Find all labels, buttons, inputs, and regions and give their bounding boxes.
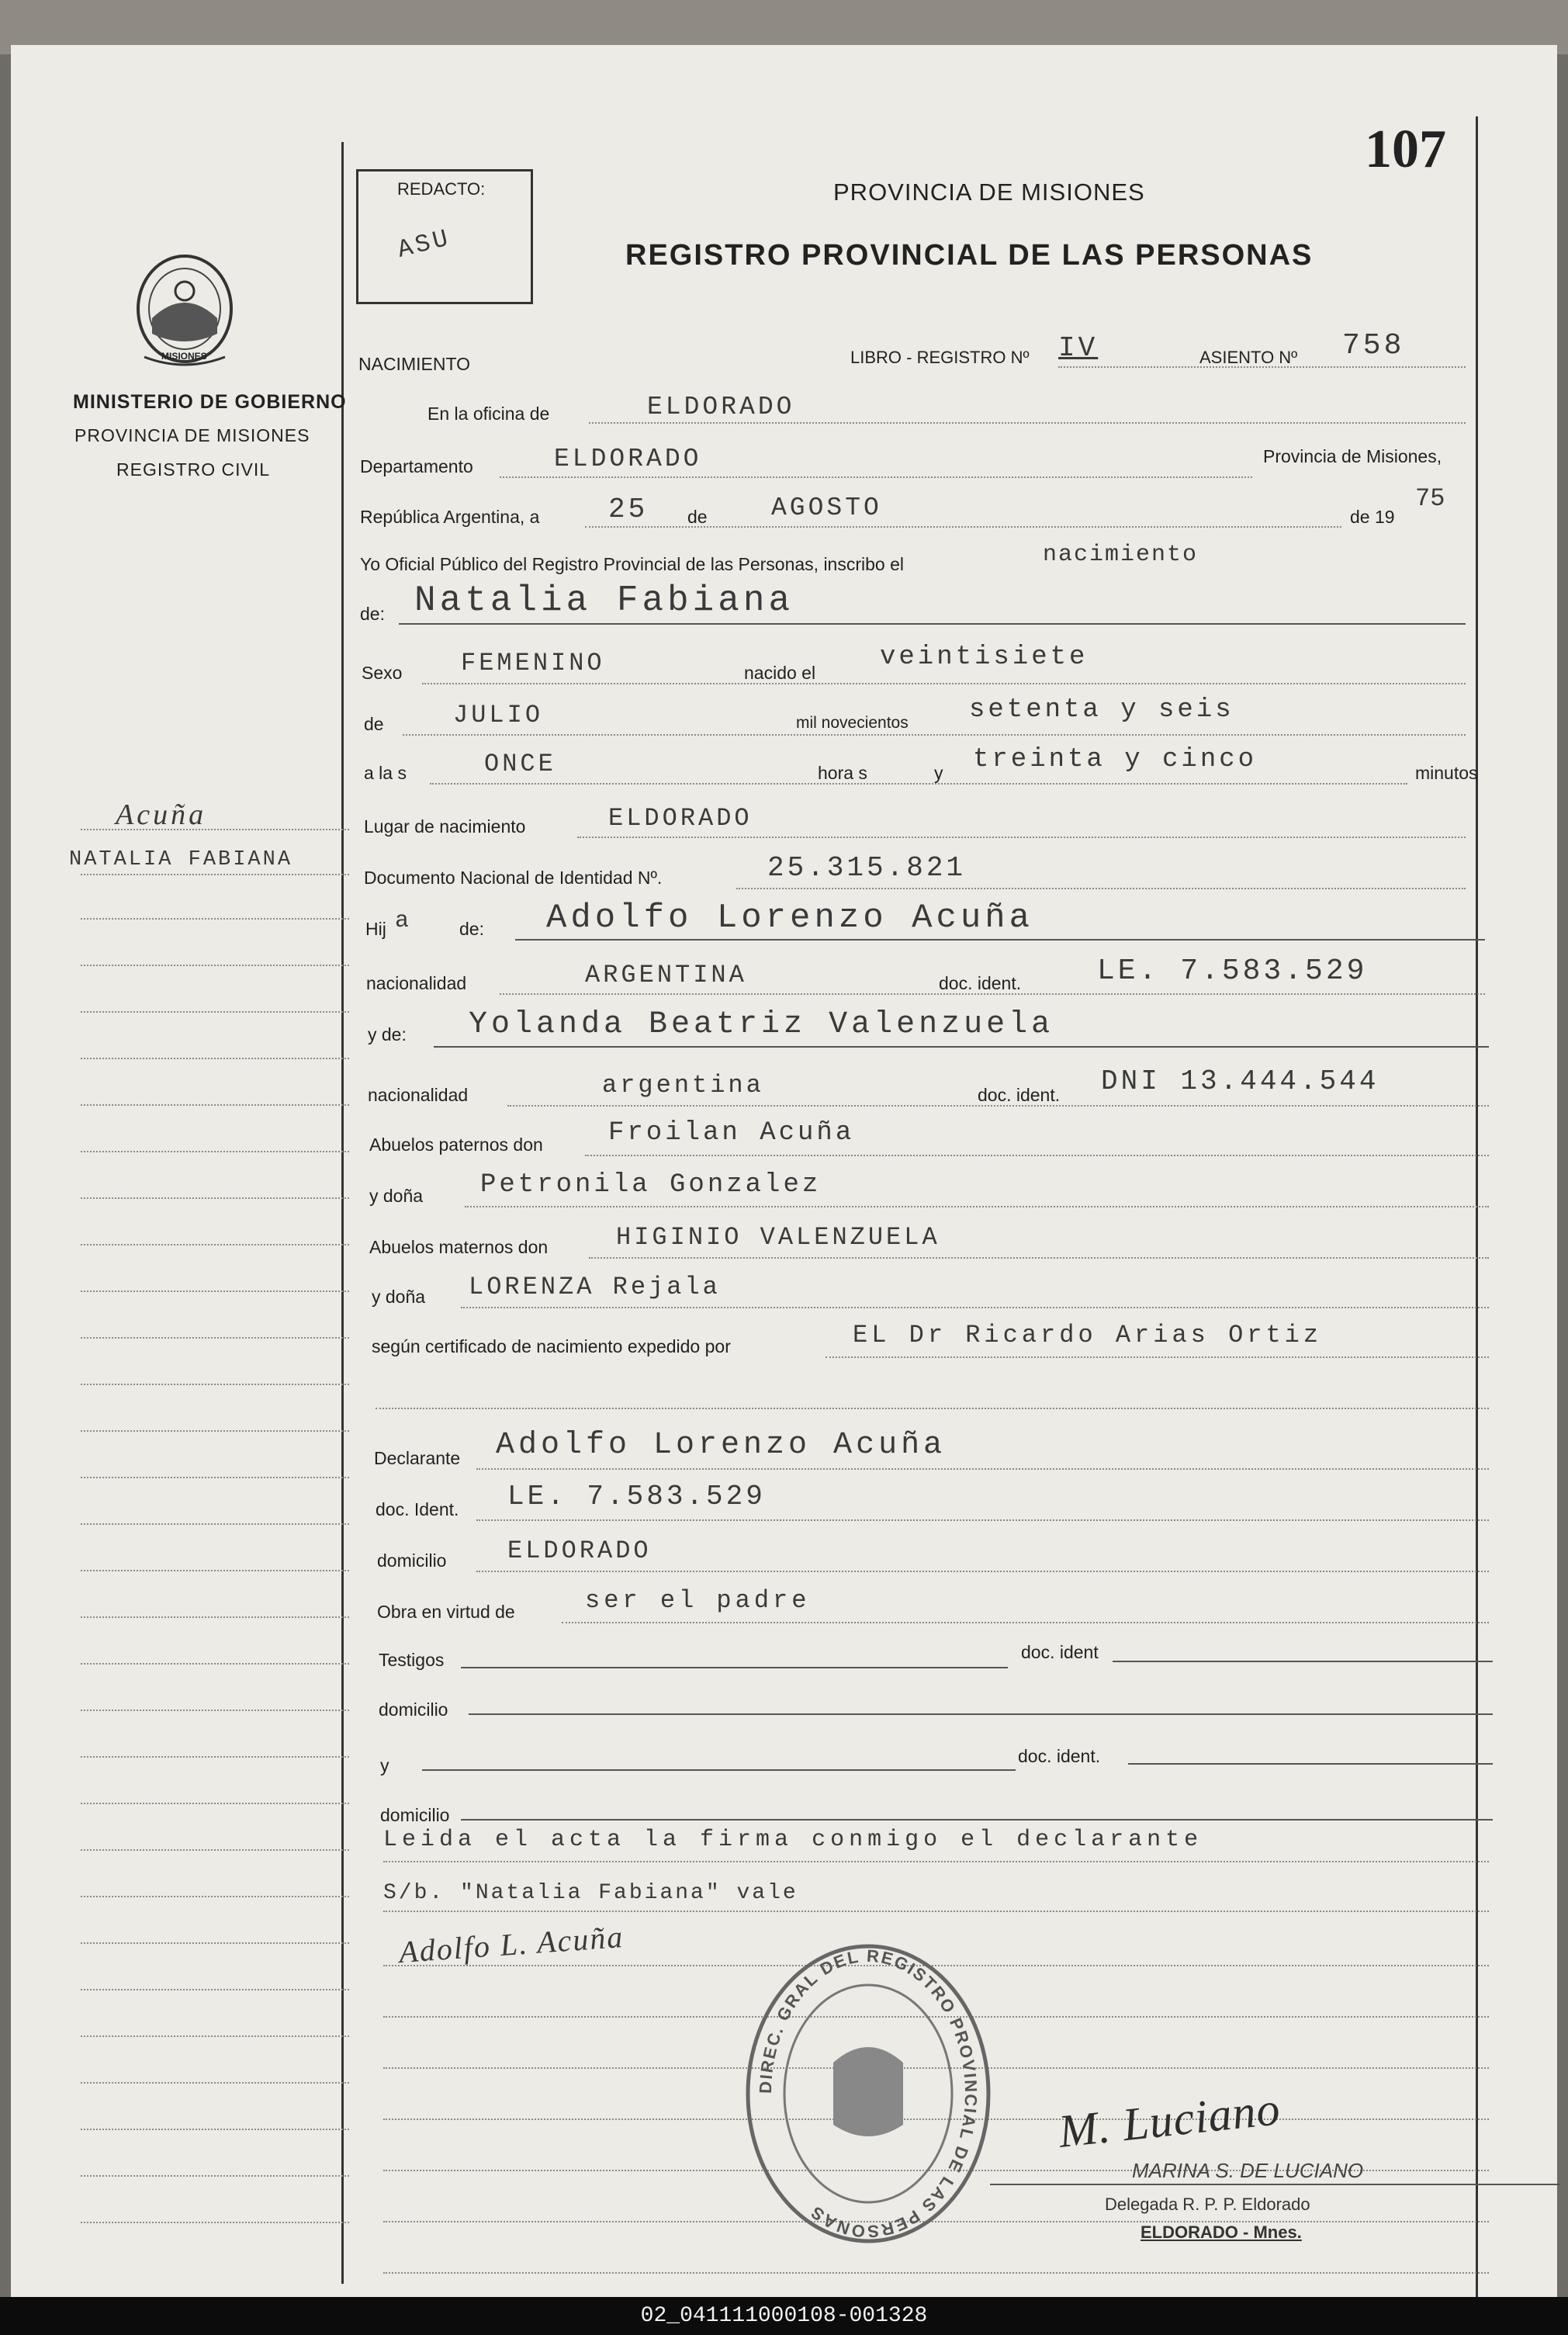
doc2-label: doc. ident. <box>978 1085 1061 1105</box>
padre-nac-value: ARGENTINA <box>585 961 747 989</box>
sexo-label: Sexo <box>362 663 403 683</box>
mes-value: AGOSTO <box>771 494 882 522</box>
de4-label: de: <box>459 919 484 939</box>
nacido-mes-value: JULIO <box>453 701 544 729</box>
header-province: PROVINCIA DE MISIONES <box>833 178 1145 206</box>
cert-label: según certificado de nacimiento expedido por <box>372 1336 731 1356</box>
declarante-label: Declarante <box>374 1448 461 1468</box>
sexo-value: FEMENINO <box>461 649 605 677</box>
ab-pat-don-value: Froilan Acuña <box>608 1118 855 1148</box>
left-margin-rule <box>341 142 344 2284</box>
mil-label: mil novecientos <box>796 714 909 732</box>
ministry-line1: MINISTERIO DE GOBIERNO <box>73 391 347 413</box>
declarante-value: Adolfo Lorenzo Acuña <box>496 1428 947 1463</box>
nacido-dia-value: veintisiete <box>880 643 1089 672</box>
seal-text: MISIONES <box>161 351 207 362</box>
dni-value: 25.315.821 <box>767 852 967 884</box>
lugar-label: Lugar de nacimiento <box>364 816 526 837</box>
asiento-value: 758 <box>1342 329 1405 362</box>
ab-mat-label: Abuelos maternos don <box>369 1237 549 1257</box>
header-title: REGISTRO PROVINCIAL DE LAS PERSONAS <box>625 239 1314 272</box>
ab-pat-label: Abuelos paternos don <box>369 1135 543 1155</box>
file-id-bar: 02_041111000108-001328 <box>0 2297 1568 2335</box>
document-page <box>11 45 1557 2297</box>
redacto-box <box>356 169 533 304</box>
anio-value: 75 <box>1415 484 1445 513</box>
hora-value: ONCE <box>484 750 556 778</box>
libro-label: LIBRO - REGISTRO Nº <box>850 348 1030 367</box>
domicilio-value: ELDORADO <box>507 1536 652 1565</box>
de2-label: de: <box>360 604 385 624</box>
departamento-value: ELDORADO <box>554 445 702 473</box>
minutos-value: treinta y cinco <box>973 745 1258 774</box>
anio-label: de 19 <box>1350 507 1395 527</box>
madre-nac-value: argentina <box>602 1071 764 1100</box>
official-role: Delegada R. P. P. Eldorado <box>1105 2195 1310 2214</box>
cert-value: EL Dr Ricardo Arias Ortiz <box>853 1321 1323 1349</box>
registry-stamp-icon <box>740 1938 996 2249</box>
hij-suffix: a <box>395 908 413 934</box>
obra-value: ser el padre <box>585 1586 811 1615</box>
asiento-label: ASIENTO Nº <box>1199 348 1298 367</box>
province-seal-icon <box>129 248 241 372</box>
alas-label: a la s <box>364 763 407 783</box>
margin-names: NATALIA FABIANA <box>69 848 293 871</box>
doc3-label: doc. Ident. <box>376 1499 459 1519</box>
domicilio3-label: domicilio <box>380 1805 450 1825</box>
page-number: 107 <box>1365 120 1446 179</box>
madre-doc-value: DNI 13.444.544 <box>1101 1065 1379 1097</box>
official-place: ELDORADO - Mnes. <box>1141 2222 1302 2242</box>
dia-value: 25 <box>608 494 649 525</box>
padre-value: Adolfo Lorenzo Acuña <box>546 899 1034 937</box>
official-signature: M. Luciano <box>1056 2083 1283 2157</box>
ab-mat-don-value: HIGINIO VALENZUELA <box>616 1223 940 1252</box>
minutos-label: minutos <box>1415 763 1478 783</box>
libro-value: IV <box>1058 332 1099 364</box>
provincia-label: Provincia de Misiones, <box>1263 446 1442 466</box>
oficina-label: En la oficina de <box>427 404 550 424</box>
de-label: de <box>687 507 708 527</box>
redacto-label: REDACTO: <box>397 179 486 199</box>
oficina-value: ELDORADO <box>647 393 795 421</box>
margin-surname: Acuña <box>116 799 207 831</box>
yde-label: y de: <box>368 1024 407 1045</box>
doc4-label: doc. ident <box>1021 1642 1099 1662</box>
y2-label: y <box>380 1755 389 1776</box>
ab-pat-dona-value: Petronila Gonzalez <box>480 1170 822 1200</box>
horas-label: hora s <box>818 763 867 783</box>
padre-doc-value: LE. 7.583.529 <box>1097 954 1368 988</box>
testigos-label: Testigos <box>379 1650 445 1670</box>
domicilio-label: domicilio <box>377 1550 447 1571</box>
note-line1: Leida el acta la firma conmigo el declarante <box>383 1827 1203 1853</box>
ab-mat-dona-value: LORENZA Rejala <box>469 1273 721 1301</box>
oficial-label: Yo Oficial Público del Registro Provincial de las Personas, inscribo el <box>360 554 904 574</box>
nacido-anio-value: setenta y seis <box>969 695 1234 725</box>
republica-label: República Argentina, a <box>360 507 540 527</box>
note-line2: S/b. "Natalia Fabiana" vale <box>383 1881 798 1905</box>
y-label: y <box>934 763 943 783</box>
ministry-line3: REGISTRO CIVIL <box>116 459 271 480</box>
ministry-line2: PROVINCIA DE MISIONES <box>74 425 310 445</box>
departamento-label: Departamento <box>360 456 473 476</box>
obra-label: Obra en virtud de <box>377 1602 515 1622</box>
lugar-value: ELDORADO <box>608 804 753 833</box>
record-type: NACIMIENTO <box>358 354 470 374</box>
stamp-text: DIREC. GRAL DEL REGISTRO PROVINCIAL DE LAS PERSONAS <box>755 1945 981 2242</box>
nacido-label: nacido el <box>744 663 816 683</box>
dni-label: Documento Nacional de Identidad Nº. <box>364 868 663 888</box>
ydona2-label: y doña <box>372 1287 426 1307</box>
redacto-value: ASU <box>394 223 455 265</box>
domicilio2-label: domicilio <box>379 1699 448 1720</box>
official-name: MARINA S. DE LUCIANO <box>1132 2159 1364 2182</box>
declarante-doc-value: LE. 7.583.529 <box>507 1481 766 1512</box>
nac1-label: nacionalidad <box>366 973 467 993</box>
declarante-signature: Adolfo L. Acuña <box>397 1918 625 1970</box>
inscribe-value: nacimiento <box>1043 542 1199 568</box>
nombre-value: Natalia Fabiana <box>414 580 794 621</box>
nac2-label: nacionalidad <box>368 1085 469 1105</box>
ydona1-label: y doña <box>369 1186 424 1206</box>
madre-value: Yolanda Beatriz Valenzuela <box>469 1007 1054 1042</box>
doc5-label: doc. ident. <box>1018 1746 1101 1766</box>
doc1-label: doc. ident. <box>939 973 1022 993</box>
hij-label: Hij <box>365 919 386 939</box>
de3-label: de <box>364 714 384 734</box>
